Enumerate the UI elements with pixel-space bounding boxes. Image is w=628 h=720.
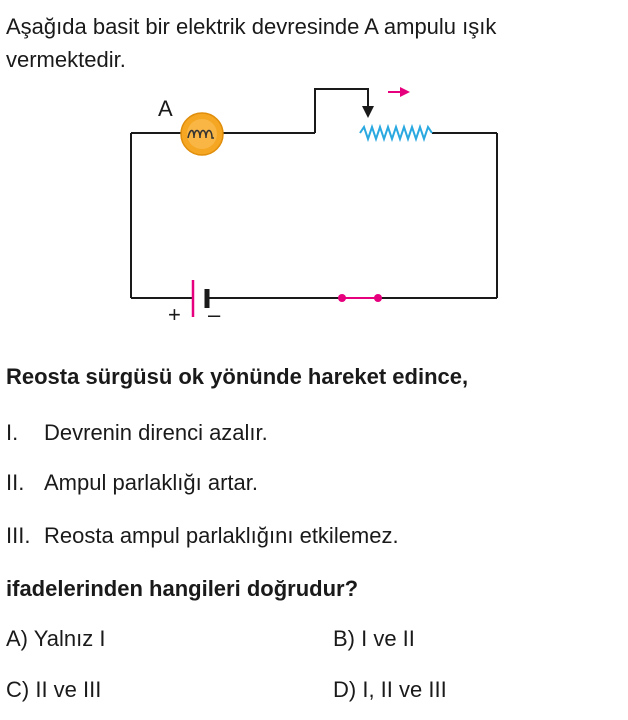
battery-icon xyxy=(193,280,207,317)
statement-1-text: Devrenin direnci azalır. xyxy=(44,420,268,445)
battery-plus-sign: + xyxy=(168,302,181,327)
option-a[interactable]: A) Yalnız I xyxy=(6,626,106,651)
question-stem: Reosta sürgüsü ok yönünde hareket edince, xyxy=(6,364,469,389)
statement-3-text: Reosta ampul parlaklığını etkilemez. xyxy=(44,523,399,548)
bulb-label: A xyxy=(158,96,173,121)
statement-2-number: II. xyxy=(6,470,25,495)
statement-1 xyxy=(6,420,268,446)
direction-arrow-icon xyxy=(388,87,410,97)
statement-2 xyxy=(6,470,258,496)
rheostat-slider-arrow-icon xyxy=(362,106,374,118)
question-intro: Aşağıda basit bir elektrik devresinde A ampulu ışık vermektedir. xyxy=(6,14,497,72)
statement-2-text: Ampul parlaklığı artar. xyxy=(44,470,258,495)
statement-3-number: III. xyxy=(6,523,31,548)
bulb-a-icon xyxy=(181,113,223,155)
rheostat-resistor-icon xyxy=(360,127,432,139)
switch-icon xyxy=(338,294,382,302)
circuit-diagram xyxy=(0,84,628,334)
final-question: ifadelerinden hangileri doğrudur? xyxy=(6,576,359,601)
statement-3 xyxy=(6,523,399,549)
option-d[interactable]: D) I, II ve III xyxy=(333,677,447,702)
statement-1-number: I. xyxy=(6,420,19,445)
option-c[interactable]: C) II ve III xyxy=(6,677,102,702)
battery-minus-sign: – xyxy=(208,302,221,327)
option-b[interactable]: B) I ve II xyxy=(333,626,415,651)
